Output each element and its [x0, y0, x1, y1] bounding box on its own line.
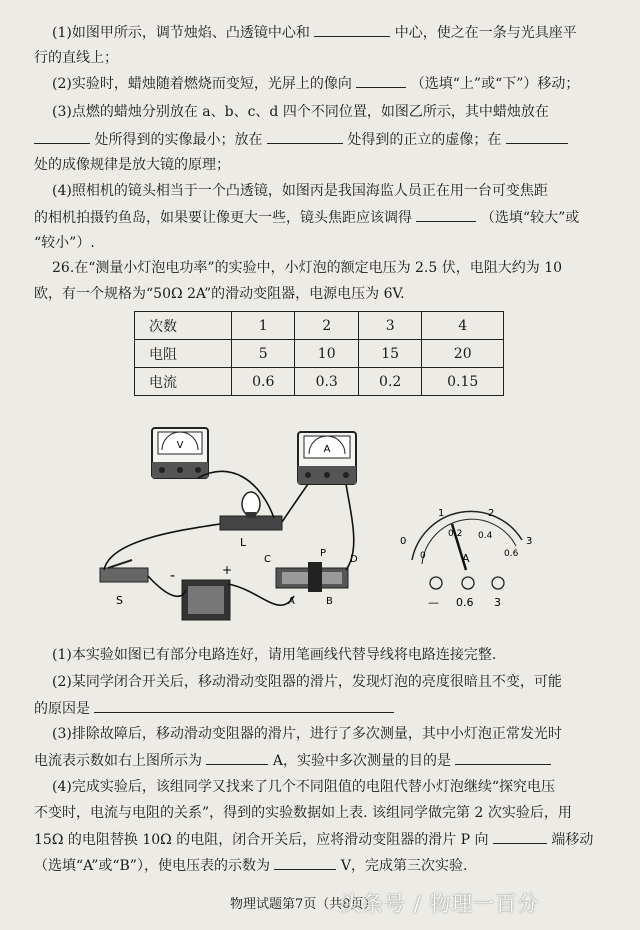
answer-blank[interactable] — [267, 129, 343, 144]
battery-minus: - — [170, 568, 176, 584]
table-cell: 5 — [232, 340, 295, 368]
q25-item1-line2 — [34, 48, 619, 68]
table-cell: 0.6 — [232, 368, 295, 396]
q26-sub3-text-c: A，实验中多次测量的目的是 — [272, 753, 452, 769]
q25-item1-text-b: 中心，使之在一条与光具座平 — [394, 25, 577, 41]
q26-sub4-line4 — [34, 855, 619, 876]
q25-item4-text-c: （选填“较大”或 — [480, 210, 580, 226]
circuit-diagram — [90, 420, 380, 640]
table-cell: 20 — [422, 340, 504, 368]
q26-sub4-line3 — [34, 829, 619, 850]
table-cell: 0.15 — [422, 368, 504, 396]
q25-item1-line1 — [52, 22, 637, 43]
answer-blank[interactable] — [206, 750, 268, 765]
dial-top-2: 2 — [488, 508, 495, 519]
lamp — [220, 492, 282, 549]
table-cell: 3 — [358, 312, 421, 340]
q25-item3-text-b: 处所得到的实像最小；放在 — [94, 132, 263, 148]
watermark: 头条号 / 物理一百分 — [340, 892, 540, 916]
table-header-resistance: 电阻 — [135, 340, 232, 368]
q25-item3-line3 — [34, 155, 619, 175]
q25-item2-line — [52, 73, 637, 94]
dial-bottom-1: 0.2 — [448, 529, 463, 539]
data-table — [134, 311, 504, 396]
rheostat — [264, 548, 358, 607]
terminal-3: 3 — [494, 596, 501, 609]
answer-blank[interactable] — [314, 22, 390, 37]
answer-blank[interactable] — [455, 750, 551, 765]
dial-bottom-0: 0 — [420, 551, 426, 561]
table-cell: 1 — [232, 312, 295, 340]
battery — [170, 563, 232, 620]
ammeter — [298, 432, 356, 484]
q26-sub3-text-b: 电流表示数如右上图所示为 — [34, 753, 202, 769]
rheostat-a: A — [288, 596, 295, 607]
q26-sub4-line2 — [34, 803, 619, 823]
dial-top-1: 1 — [438, 508, 445, 519]
voltmeter-label: V — [176, 440, 184, 451]
table-row — [135, 340, 504, 368]
dial-unit: A — [462, 552, 470, 565]
switch-label: S — [116, 594, 123, 607]
dial-top-0: 0 — [400, 536, 407, 547]
table-cell: 0.2 — [358, 368, 421, 396]
q26-sub2-line1 — [52, 672, 637, 692]
q26-sub1 — [52, 645, 637, 665]
answer-blank[interactable] — [416, 207, 476, 222]
q26-sub4-text-d: 端移动 — [551, 832, 594, 848]
q25-item3-text-c: 处得到的正立的虚像；在 — [347, 132, 502, 148]
table-cell: 15 — [358, 340, 421, 368]
table-cell: 0.3 — [295, 368, 358, 396]
table-header-current: 电流 — [135, 368, 232, 396]
q25-item4-text-b: 的相机拍摄钓鱼岛，如果要让像更大一些，镜头焦距应该调得 — [34, 210, 412, 226]
table-header-count: 次数 — [135, 312, 232, 340]
q25-item3-text-a: (3)点燃的蜡烛分别放在 a、b、c、d 四个不同位置，如图乙所示，其中蜡烛放在 — [52, 104, 549, 120]
ammeter-label: A — [323, 444, 331, 455]
answer-blank[interactable] — [274, 855, 336, 870]
q26-sub3-line2 — [34, 750, 619, 771]
rheostat-c: C — [264, 554, 271, 565]
terminal-minus: — — [428, 596, 439, 609]
ammeter-dial — [392, 500, 542, 615]
rheostat-d: D — [350, 554, 358, 565]
q26-sub1-text: (1)本实验如图已有部分电路连好，请用笔画线代替导线将电路连接完整. — [52, 647, 497, 663]
q26-sub2-text-b: 的原因是 — [34, 701, 90, 717]
rheostat-b: B — [326, 596, 333, 607]
q26-sub2-line2 — [34, 698, 619, 719]
q26-sub4-text-a: (4)完成实验后，该组同学又找来了几个不同阻值的电阻代替小灯泡继续“探究电压 — [52, 779, 555, 795]
q25-item3-line2 — [34, 129, 619, 150]
q26-sub4-text-b: 不变时，电流与电阻的关系”，得到的实验数据如上表. 该组同学做完第 2 次实验后，用 — [34, 805, 572, 821]
q26-intro-text-b: 欧，有一个规格为“50Ω 2A”的滑动变阻器，电源电压为 6V. — [34, 286, 405, 302]
table-row — [135, 312, 504, 340]
table-cell: 4 — [422, 312, 504, 340]
q26-sub3-text-a: (3)排除故障后，移动滑动变阻器的滑片，进行了多次测量，其中小灯泡正常发光时 — [52, 726, 562, 742]
q26-sub4-text-f: V，完成第三次实验. — [340, 858, 468, 874]
q26-intro-line1 — [52, 258, 637, 278]
q26-intro-line2 — [34, 284, 619, 304]
q25-item4-line1 — [52, 181, 637, 201]
voltmeter — [152, 428, 208, 478]
q26-sub4-text-e: （选填“A”或“B”），使电压表的示数为 — [34, 858, 270, 874]
q25-item4-line3 — [34, 233, 619, 253]
table-cell: 10 — [295, 340, 358, 368]
q25-item2-text-a: (2)实验时，蜡烛随着燃烧而变短，光屏上的像向 — [52, 76, 352, 92]
answer-blank[interactable] — [506, 129, 568, 144]
q26-sub4-text-c: 15Ω 的电阻替换 10Ω 的电阻，闭合开关后，应将滑动变阻器的滑片 P 向 — [34, 832, 489, 848]
q25-item4-text-d: “较小”）. — [34, 235, 95, 251]
q26-sub3-line1 — [52, 724, 637, 744]
q26-intro-text-a: 26.在“测量小灯泡电功率”的实验中，小灯泡的额定电压为 2.5 伏，电阻大约为 10 — [52, 260, 563, 276]
q26-sub4-line1 — [52, 777, 637, 797]
table-row — [135, 368, 504, 396]
q25-item1-text-c: 行的直线上； — [34, 50, 118, 66]
answer-blank[interactable] — [493, 829, 547, 844]
q25-item4-text-a: (4)照相机的镜头相当于一个凸透镜，如图丙是我国海监人员正在用一台可变焦距 — [52, 183, 548, 199]
q25-item3-line1 — [52, 102, 637, 122]
answer-blank[interactable] — [34, 129, 90, 144]
dial-bottom-3: 0.6 — [504, 549, 519, 559]
battery-plus: + — [222, 563, 233, 577]
answer-blank[interactable] — [356, 73, 406, 88]
table-cell: 2 — [295, 312, 358, 340]
q26-sub2-text-a: (2)某同学闭合开关后，移动滑动变阻器的滑片，发现灯泡的亮度很暗且不变，可能 — [52, 674, 562, 690]
dial-bottom-2: 0.4 — [478, 531, 493, 541]
lamp-label: L — [240, 536, 247, 549]
q25-item1-text-a: (1)如图甲所示，调节烛焰、凸透镜中心和 — [52, 25, 310, 41]
q25-item3-text-d: 处的成像规律是放大镜的原理； — [34, 157, 230, 173]
switch — [100, 560, 148, 607]
dial-top-3: 3 — [526, 536, 533, 547]
q25-item4-line2 — [34, 207, 619, 228]
terminal-0-6: 0.6 — [456, 596, 474, 609]
rheostat-p: P — [320, 548, 327, 559]
answer-blank[interactable] — [94, 698, 394, 713]
page-footer: 物理试题第7页（共8页） — [230, 897, 377, 912]
q25-item2-text-b: （选填“上”或“下”）移动； — [410, 76, 580, 92]
